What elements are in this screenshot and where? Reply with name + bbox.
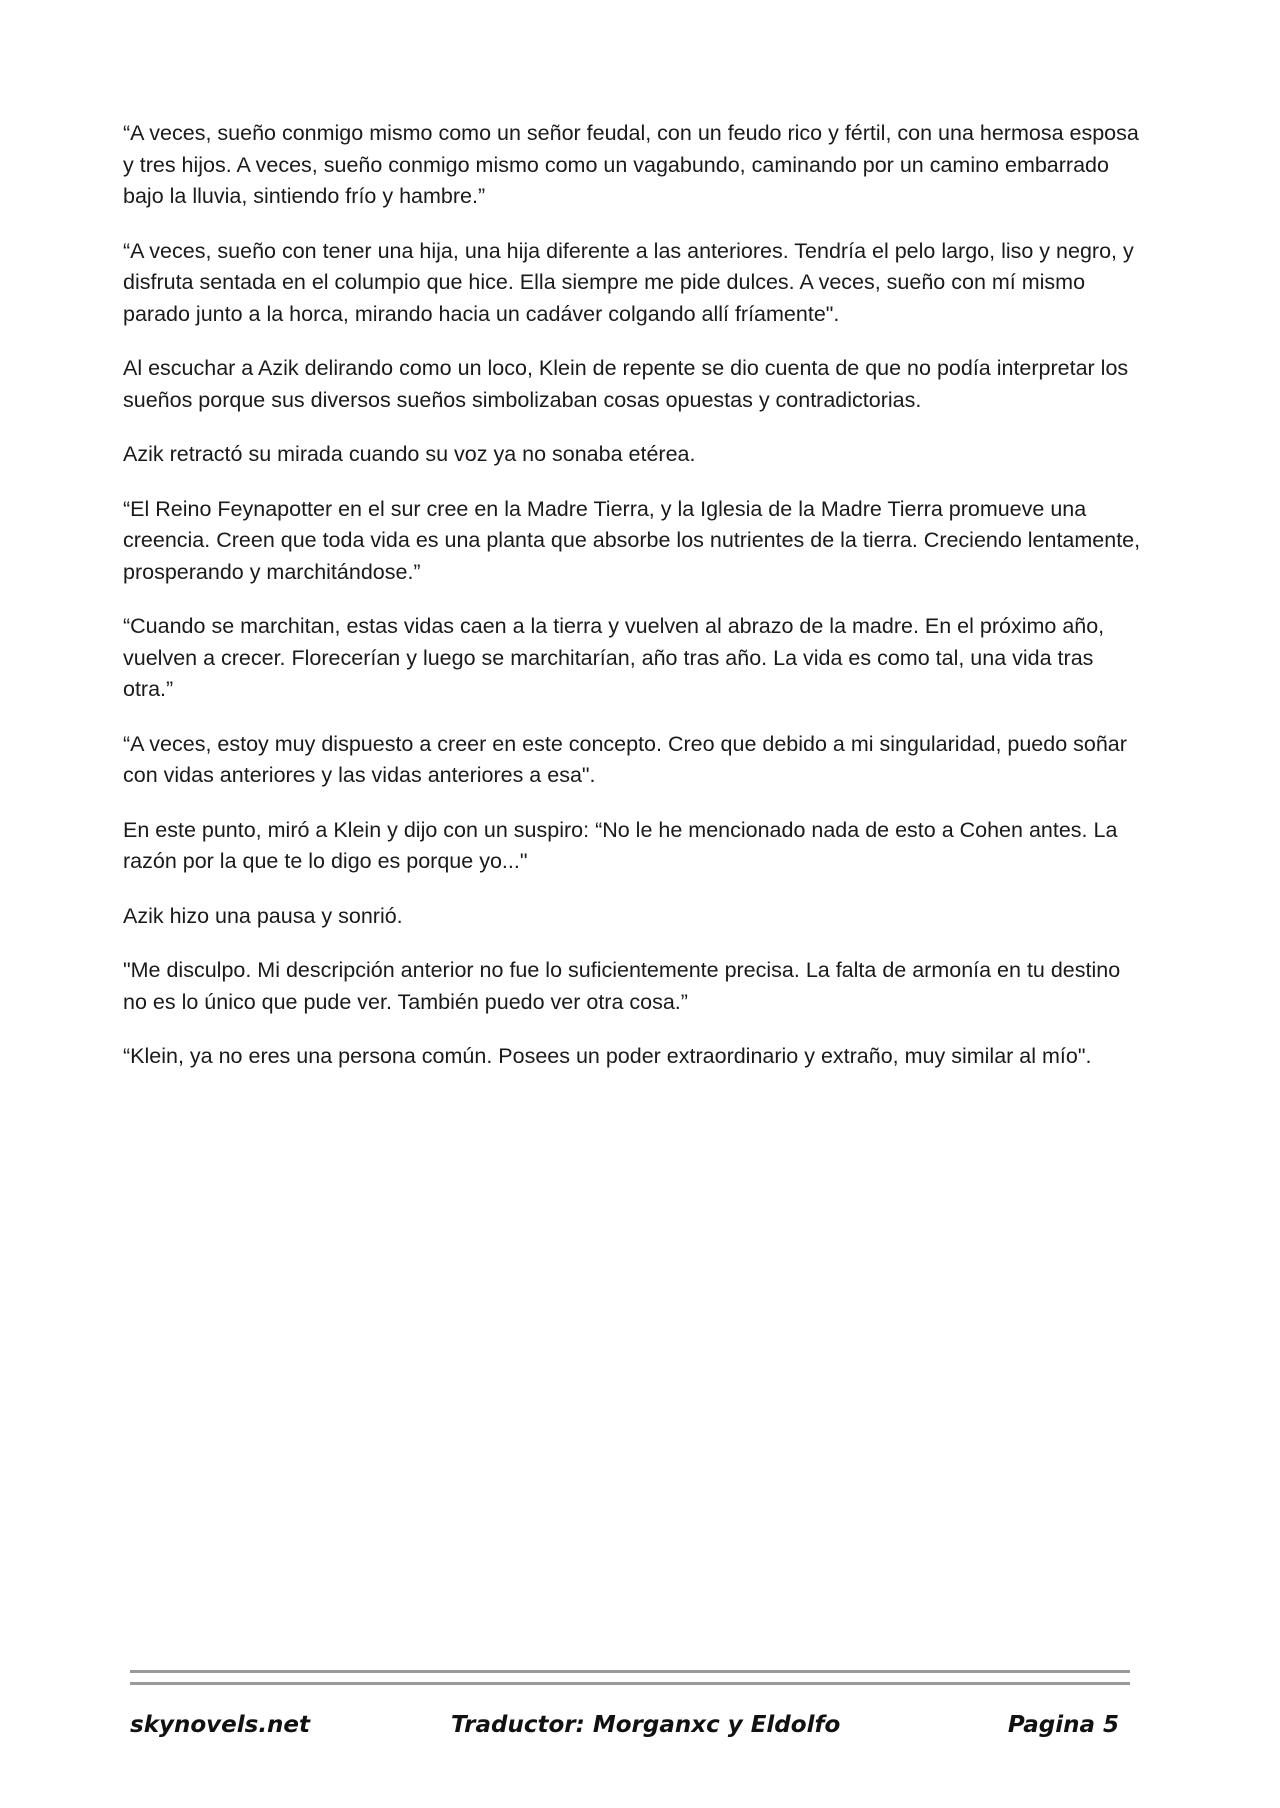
paragraph-3: Al escuchar a Azik delirando como un loco, Klein de repente se dio cuenta de que no podía interpretar los sueños porque sus diversos sueños simbolizaban cosas opuestas y contradictorias.: [123, 356, 1129, 412]
paragraph-7: “A veces, estoy muy dispuesto a creer en este concepto. Creo que debido a mi singularidad, puedo soñar con vidas anteriores y las vidas anteriores a esa".: [123, 731, 1127, 787]
footer-divider: [130, 1670, 1130, 1694]
paragraph-2: “A veces, sueño con tener una hija, una hija diferente a las anteriores. Tendría el pelo largo, liso y negro, y disfruta sentada en el columpio que hice. Ella siempre me pide dulces. A veces, sueño con mí mismo parado junto a la horca, mirando hacia un cadáver colgando allí fríamente".: [123, 238, 1134, 326]
footer-translator: Traductor: Morganxc y Eldolfo: [451, 1712, 841, 1738]
paragraph-9: Azik hizo una pausa y sonrió.: [123, 903, 403, 928]
footer-rule-bottom: [130, 1682, 1130, 1685]
paragraph-4: Azik retractó su mirada cuando su voz ya no sonaba etérea.: [123, 442, 696, 466]
document-body: [123, 118, 1143, 1096]
paragraph-8: En este punto, miró a Klein y dijo con un suspiro: “No le he mencionado nada de esto a Cohen antes. La razón por la que te lo digo es porque yo...": [123, 817, 1118, 873]
page-footer: [0, 1712, 1280, 1752]
paragraph-5: “El Reino Feynapotter en el sur cree en la Madre Tierra, y la Iglesia de la Madre Tierra promueve una creencia. Creen que toda vida es una planta que absorbe los nutrientes de la tierra. Creciendo lentamente, prosperando y marchitándose.”: [123, 496, 1141, 584]
paragraph-11: “Klein, ya no eres una persona común. Posees un poder extraordinario y extraño, muy similar al mío".: [123, 1044, 1092, 1068]
footer-page-number: Pagina 5: [1007, 1712, 1119, 1738]
paragraph-10: "Me disculpo. Mi descripción anterior no fue lo suficientemente precisa. La falta de armonía en tu destino no es lo único que pude ver. También puedo ver otra cosa.”: [123, 958, 1121, 1014]
footer-rule-top: [130, 1670, 1130, 1673]
paragraph-1: “A veces, sueño conmigo mismo como un señor feudal, con un feudo rico y fértil, con una hermosa esposa y tres hijos. A veces, sueño conmigo mismo como un vagabundo, caminando por un camino embarrado bajo la lluvia, sintiendo frío y hambre.”: [123, 121, 1139, 208]
footer-site: skynovels.net: [130, 1712, 311, 1738]
paragraph-6: “Cuando se marchitan, estas vidas caen a la tierra y vuelven al abrazo de la madre. En el próximo año, vuelven a crecer. Florecerían y luego se marchitarían, año tras año. La vida es como tal, una vida tras otra.”: [123, 614, 1105, 701]
